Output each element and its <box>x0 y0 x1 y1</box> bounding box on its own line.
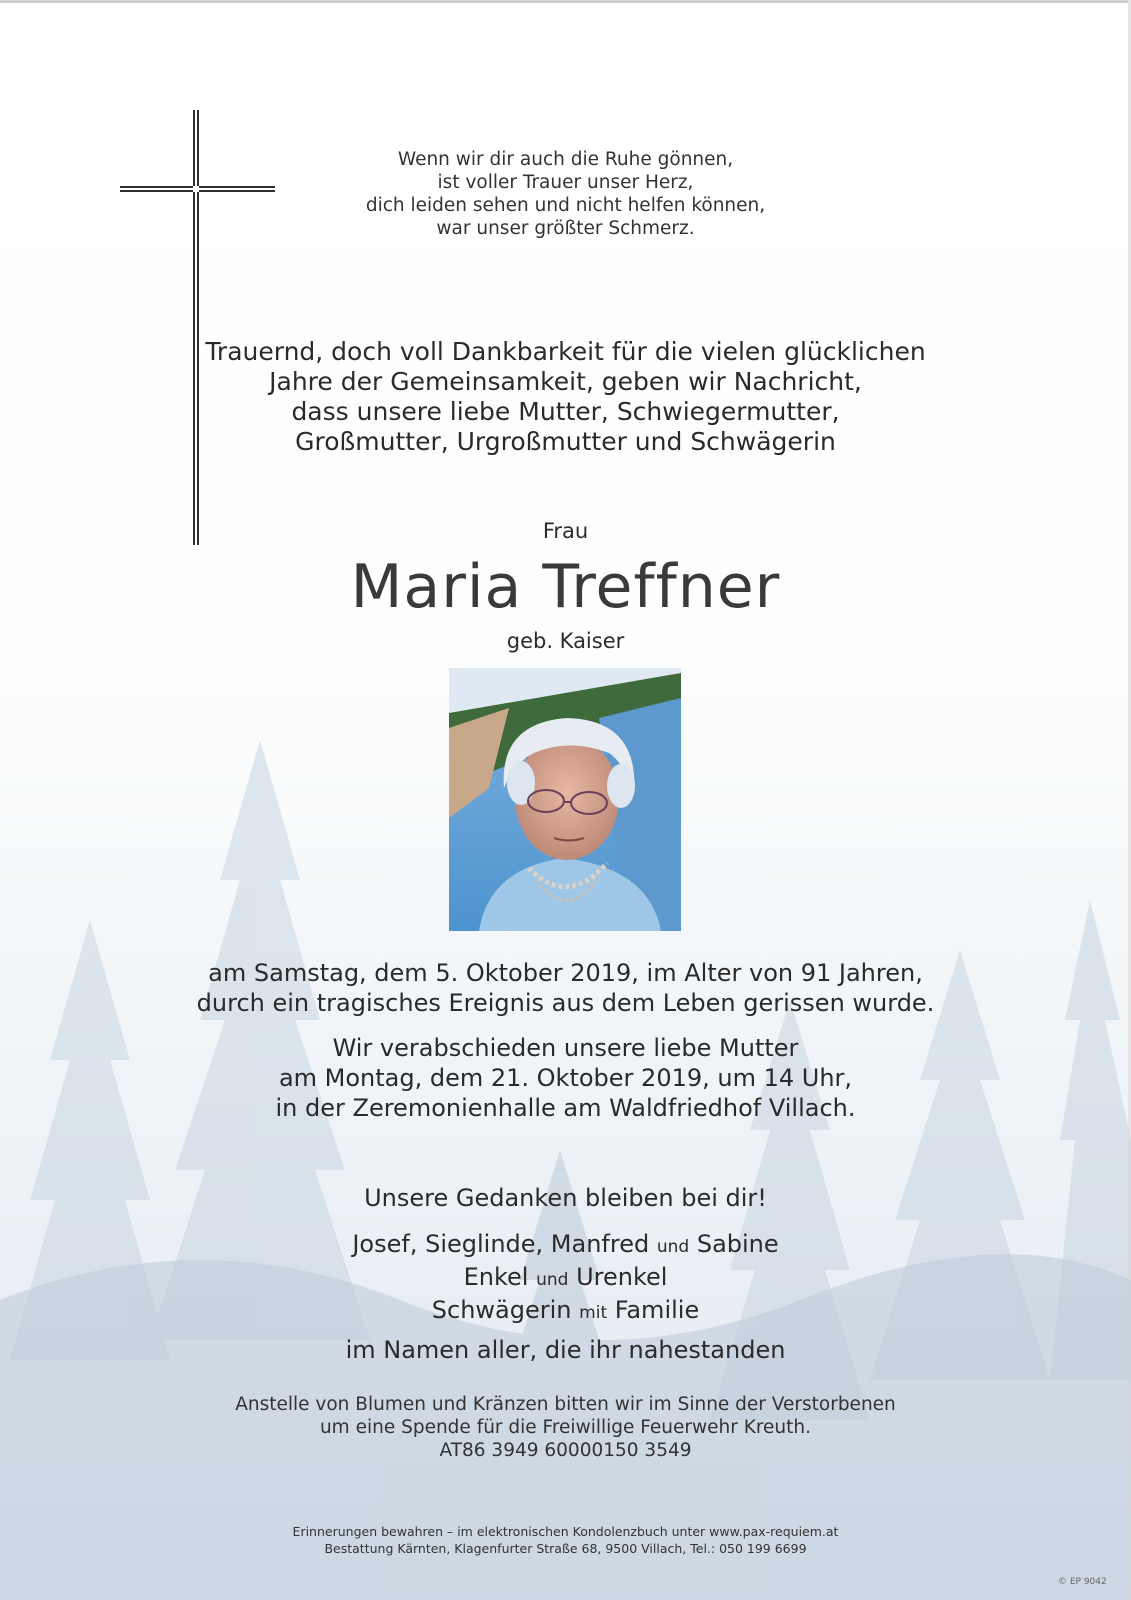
verse-line: war unser größter Schmerz. <box>436 218 695 239</box>
verse-line: Wenn wir dir auch die Ruhe gönnen, <box>397 149 734 170</box>
intro-line: Großmutter, Urgroßmutter und Schwägerin <box>295 427 836 456</box>
portrait-photo <box>449 668 681 931</box>
intro-line: Trauernd, doch voll Dankbarkeit für die vielen glücklichen <box>205 337 926 366</box>
mourners-line <box>0 1229 1131 1262</box>
birth-name: geb. Kaiser <box>506 629 625 653</box>
mourners-names: Urenkel <box>576 1263 668 1291</box>
donation-line: Anstelle von Blumen und Kränzen bitten wir im Sinne der Verstorbenen <box>235 1394 896 1415</box>
intro-line: Jahre der Gemeinsamkeit, geben wir Nachricht, <box>269 367 862 396</box>
donation-line: um eine Spende für die Freiwillige Feuerwehr Kreuth. <box>319 1417 812 1438</box>
mourners-names: Enkel <box>463 1263 529 1291</box>
footer-line: Bestattung Kärnten, Klagenfurter Straße 68, 9500 Villach, Tel.: 050 199 6699 <box>324 1541 807 1556</box>
mourners-names: Schwägerin <box>431 1296 572 1324</box>
death-notice-line: am Samstag, dem 5. Oktober 2019, im Alter von 91 Jahren, <box>208 959 923 987</box>
verse <box>0 148 1131 240</box>
intro-line: dass unsere liebe Mutter, Schwiegermutter, <box>291 397 840 426</box>
donation-request <box>0 1393 1131 1462</box>
mourners-conjunction: und <box>536 1270 569 1290</box>
deceased-name: Maria Treffner <box>350 552 781 622</box>
document-code: © EP 9042 <box>1058 1577 1107 1587</box>
thoughts-line: Unsere Gedanken bleiben bei dir! <box>364 1184 767 1212</box>
salutation: Frau <box>542 519 589 543</box>
death-notice-line: durch ein tragisches Ereignis aus dem Leben gerissen wurde. <box>196 989 935 1017</box>
verse-line: ist voller Trauer unser Herz, <box>437 172 694 193</box>
on-behalf-line: im Namen aller, die ihr nahestanden <box>345 1336 786 1364</box>
farewell-line: Wir verabschieden unsere liebe Mutter <box>332 1034 799 1062</box>
mourners <box>0 1229 1131 1328</box>
mourners-conjunction: mit <box>579 1303 608 1323</box>
mourners-names: Familie <box>614 1296 700 1324</box>
mourners-line <box>0 1295 1131 1328</box>
mourners-line <box>0 1262 1131 1295</box>
mourners-conjunction: und <box>656 1237 690 1257</box>
farewell-line: am Montag, dem 21. Oktober 2019, um 14 Uhr, <box>278 1064 853 1092</box>
intro-text <box>0 337 1131 457</box>
verse-line: dich leiden sehen und nicht helfen können, <box>365 195 766 216</box>
farewell-line: in der Zeremonienhalle am Waldfriedhof Villach. <box>275 1094 856 1122</box>
footer <box>0 1523 1131 1557</box>
footer-line: Erinnerungen bewahren – im elektronischen Kondolenzbuch unter www.pax-requiem.at <box>292 1524 839 1539</box>
mourners-names: Sabine <box>696 1230 779 1258</box>
death-notice <box>0 958 1131 1018</box>
scan-edge-top <box>0 0 1131 3</box>
iban: AT86 3949 60000150 3549 <box>439 1440 692 1461</box>
mourners-names: Josef, Sieglinde, Manfred <box>352 1230 650 1258</box>
farewell-details <box>0 1033 1131 1123</box>
